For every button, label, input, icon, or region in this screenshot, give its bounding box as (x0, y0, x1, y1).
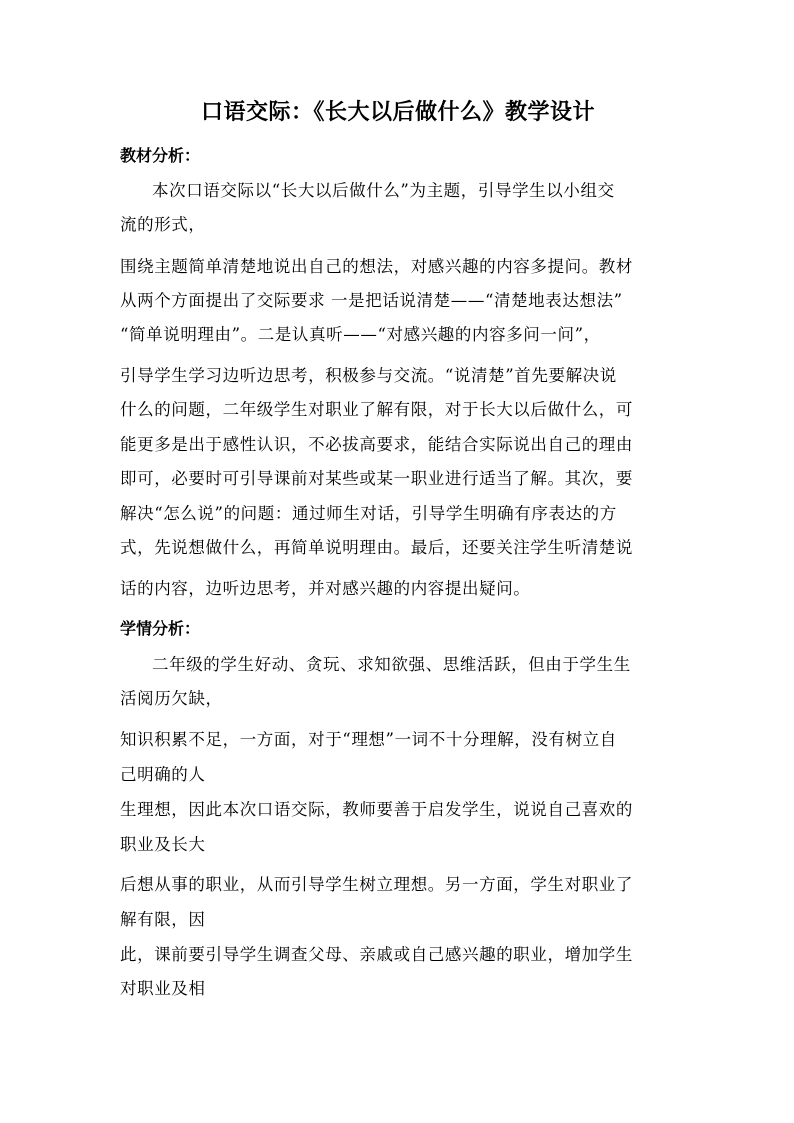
section-heading-student-analysis: 学情分析： (120, 619, 201, 638)
paragraph-line: 话的内容，边听边思考，并对感兴趣的内容提出疑问。 (120, 579, 531, 598)
paragraph-line: 引导学生学习边听边思考，积极参与交流。“说清楚”首先要解决说 (120, 366, 617, 385)
paragraph-line: “简单说明理由”。二是认真听——“对感兴趣的内容多问一问”， (120, 325, 601, 344)
paragraph-line: 此，课前要引导学生调查父母、亲戚或自己感兴趣的职业，增加学生 (120, 945, 633, 964)
paragraph-line: 对职业及相 (120, 979, 206, 998)
paragraph-line: 二年级的学生好动、贪玩、求知欲强、思维活跃，但由于学生生 (152, 655, 631, 674)
paragraph-line: 什么的问题，二年级学生对职业了解有限，对于长大以后做什么，可 (120, 400, 633, 419)
paragraph-line: 活阅历欠缺， (120, 689, 223, 708)
section-heading-textbook-analysis: 教材分析： (120, 146, 201, 165)
paragraph-line: 解有限，因 (120, 910, 206, 929)
paragraph-line: 职业及长大 (120, 835, 206, 854)
paragraph-line: 能更多是出于感性认识，不必拔高要求，能结合实际说出自己的理由 (120, 435, 633, 454)
paragraph-line: 从两个方面提出了交际要求 一是把话说清楚——“清楚地表达想法” (120, 291, 623, 310)
paragraph-line: 围绕主题简单清楚地说出自己的想法，对感兴趣的内容多提问。教材 (120, 257, 633, 276)
paragraph-line: 知识积累不足，一方面，对于“理想”一词不十分理解，没有树立自 (120, 730, 617, 749)
paragraph-line: 本次口语交际以“长大以后做什么”为主题，引导学生以小组交 (152, 181, 615, 200)
paragraph-line: 解决“怎么说”的问题：通过师生对话，引导学生明确有序表达的方 (120, 504, 617, 523)
paragraph-line: 己明确的人 (120, 765, 206, 784)
document-title: 口语交际：《长大以后做什么》教学设计 (200, 100, 595, 125)
paragraph-line: 流的形式， (120, 215, 206, 234)
paragraph-line: 式，先说想做什么，再简单说明理由。最后，还要关注学生听清楚说 (120, 538, 633, 557)
paragraph-line: 后想从事的职业，从而引导学生树立理想。另一方面，学生对职业了 (120, 875, 633, 894)
paragraph-line: 生理想，因此本次口语交际，教师要善于启发学生，说说自己喜欢的 (120, 800, 633, 819)
paragraph-line: 即可，必要时可引导课前对某些或某一职业进行适当了解。其次，要 (120, 469, 633, 488)
